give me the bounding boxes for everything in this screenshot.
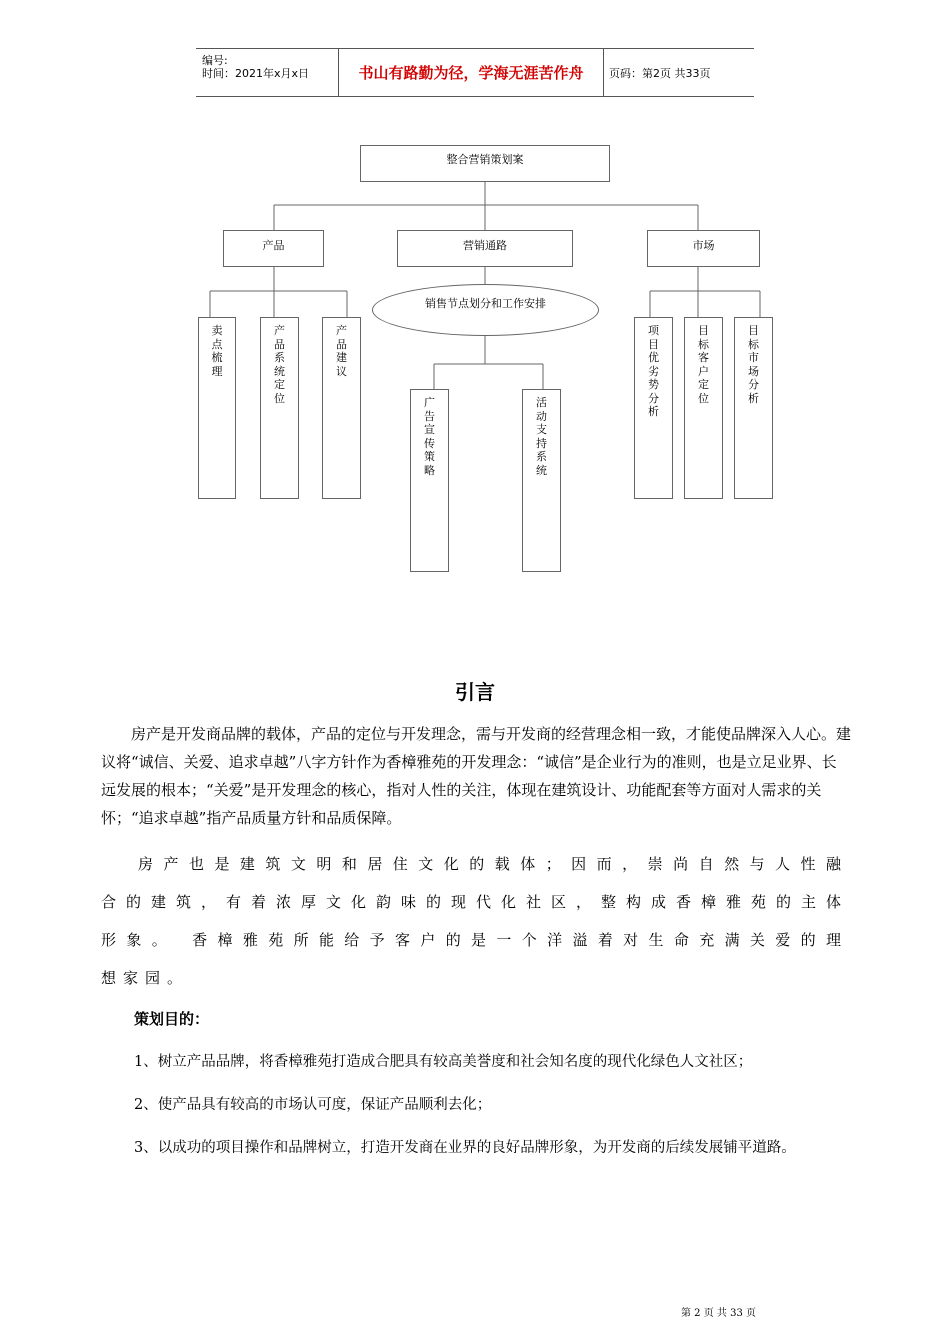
goal-item-3: 3、以成功的项目操作和品牌树立，打造开发商在业界的良好品牌形象，为开发商的后续发展铺平道路。 (134, 1140, 796, 1156)
intro-paragraph-2 (101, 845, 841, 997)
chart-node-swot (634, 317, 673, 499)
chart-node-label: 广告宣传策略 (424, 396, 435, 477)
goal-item-2: 2、使产品具有较高的市场认可度，保证产品顺利去化； (134, 1097, 492, 1113)
chart-node-selling-points (198, 317, 236, 499)
chart-node-event-support (522, 389, 561, 572)
chart-node-product: 产品 (223, 230, 324, 267)
chart-node-sales-schedule: 销售节点划分和工作安排 (372, 284, 599, 336)
goals-heading: 策划目的： (134, 1010, 210, 1028)
paragraph-line: 形象。 香樟雅苑所能给予客户的是一个洋溢着对生命充满关爱的理 (101, 931, 841, 949)
chart-node-product-positioning (260, 317, 299, 499)
chart-node-label: 项目优劣势分析 (648, 324, 659, 418)
chart-node-ad-strategy (410, 389, 449, 572)
paragraph-line: 房产也是建筑文明和居住文化的载体；因而，崇尚自然与人性融 (138, 855, 841, 873)
chart-node-product-suggestion (322, 317, 361, 499)
number-label: 编号: (202, 54, 228, 67)
header-page-code: 页码：第2页 共33页 (609, 66, 711, 80)
intro-paragraph-1: 房产是开发商品牌的载体，产品的定位与开发理念，需与开发商的经营理念相一致，才能使品牌深入人心。建议将“诚信、关爱、追求卓越”八字方针作为香樟雅苑的开发理念：“诚信”是企业行为的准则，也是立足业界、长远发展的根本；“关爱”是开发理念的核心，指对人性的关注，体现在建筑设计、功能配套等方面对人需求的关怀；“追求卓越”指产品质量方针和品质保障。 (101, 725, 852, 827)
chart-root-node: 整合营销策划案 (360, 145, 610, 182)
page-footer: 第 2 页 共 33 页 (681, 1308, 756, 1319)
header-motto: 书山有路勤为径，学海无涯苦作舟 (338, 49, 604, 96)
section-title: 引言 (455, 680, 495, 704)
chart-node-market: 市场 (647, 230, 760, 267)
paragraph-line: 想家园。 (101, 969, 190, 987)
chart-node-label: 目标市场分析 (748, 324, 759, 405)
chart-node-label: 活动支持系统 (536, 396, 547, 477)
chart-node-label: 产品建议 (336, 324, 347, 378)
chart-node-target-market (734, 317, 773, 499)
goal-item-1: 1、树立产品品牌，将香樟雅苑打造成合肥具有较高美誉度和社会知名度的现代化绿色人文社区； (134, 1054, 753, 1070)
time-label: 时间：2021年x月x日 (202, 67, 310, 80)
chart-node-label: 目标客户定位 (698, 324, 709, 405)
chart-node-channel: 营销通路 (397, 230, 573, 267)
chart-node-target-customer (684, 317, 723, 499)
paragraph-line: 合的建筑，有着浓厚文化韵味的现代化社区，整构成香樟雅苑的主体 (101, 893, 841, 911)
chart-node-label: 卖点梳理 (211, 324, 223, 378)
chart-node-label: 产品系统定位 (274, 324, 285, 405)
